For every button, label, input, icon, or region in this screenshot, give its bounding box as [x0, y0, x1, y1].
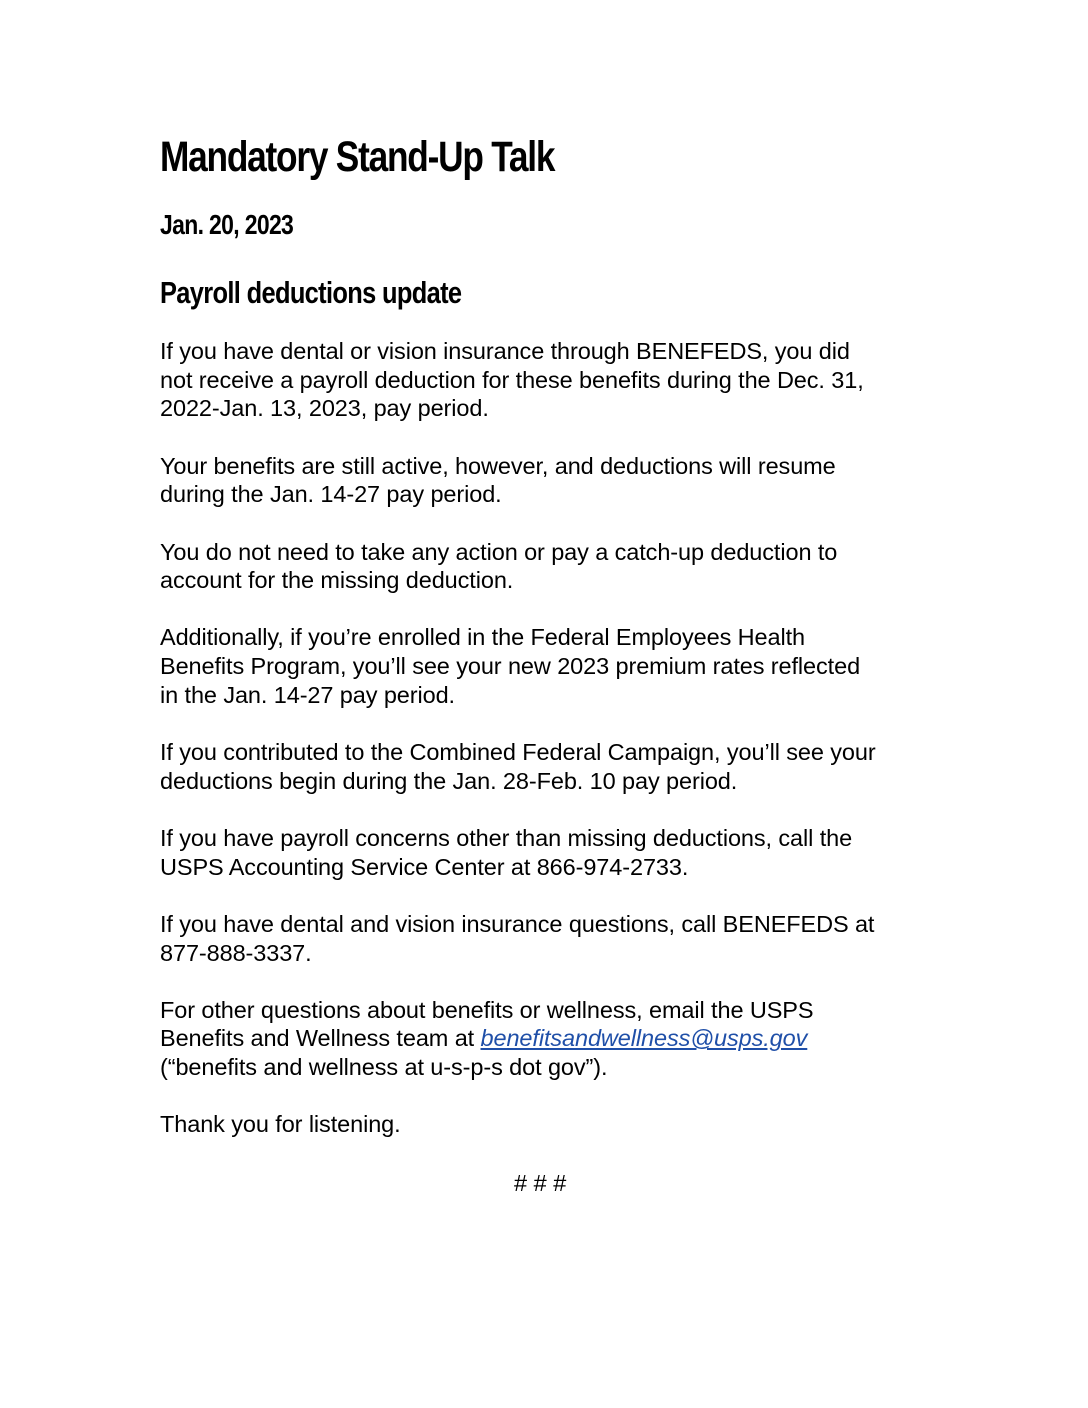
paragraph-line: 2022-Jan. 13, 2023, pay period. — [160, 395, 489, 422]
contact-line-prefix: Benefits and Wellness team at — [160, 1025, 481, 1052]
paragraph-benefits-active — [160, 452, 940, 509]
section-heading: Payroll deductions update — [160, 275, 462, 310]
paragraph-line: You do not need to take any action or pay a catch-up deduction to — [160, 538, 838, 565]
paragraph-benefits-wellness-contact — [160, 996, 940, 1082]
paragraph-line: Your benefits are still active, however, and deductions will resume — [160, 452, 836, 479]
document-body — [160, 337, 940, 1168]
paragraph-benefeds-missed-deduction — [160, 337, 940, 423]
paragraph-line — [160, 1024, 940, 1053]
paragraph-line: USPS Accounting Service Center at 866-974-2733. — [160, 853, 689, 880]
email-link[interactable]: benefitsandwellness@usps.gov — [480, 1025, 808, 1052]
paragraph-line: If you contributed to the Combined Federal Campaign, you’ll see your — [160, 739, 876, 766]
document-title: Mandatory Stand-Up Talk — [160, 133, 555, 181]
paragraph-line: If you have dental or vision insurance through BENEFEDS, you did — [160, 338, 850, 364]
document-date: Jan. 20, 2023 — [160, 209, 294, 240]
paragraph-payroll-concerns — [160, 824, 940, 881]
paragraph-line: account for the missing deduction. — [160, 567, 514, 594]
paragraph-line: Additionally, if you’re enrolled in the Federal Employees Health — [160, 624, 805, 651]
paragraph-line: For other questions about benefits or wellness, email the USPS — [160, 996, 814, 1023]
paragraph-line: Benefits Program, you’ll see your new 2023 premium rates reflected — [160, 653, 861, 680]
paragraph-line: during the Jan. 14-27 pay period. — [160, 481, 502, 508]
paragraph-line: Thank you for listening. — [160, 1111, 401, 1138]
paragraph-line: deductions begin during the Jan. 28-Feb. 10 pay period. — [160, 767, 738, 794]
end-mark: # # # — [514, 1170, 567, 1196]
paragraph-cfc-deductions — [160, 738, 940, 795]
paragraph-no-action-needed — [160, 538, 940, 595]
paragraph-dental-vision-questions — [160, 910, 940, 967]
paragraph-line: 877-888-3337. — [160, 939, 312, 966]
paragraph-line: If you have dental and vision insurance questions, call BENEFEDS at — [160, 910, 875, 937]
paragraph-line: in the Jan. 14-27 pay period. — [160, 681, 455, 708]
paragraph-fehb-rates — [160, 623, 940, 709]
paragraph-line: If you have payroll concerns other than missing deductions, call the — [160, 824, 853, 851]
paragraph-line: (“benefits and wellness at u-s-p-s dot gov”). — [160, 1054, 608, 1081]
paragraph-line: not receive a payroll deduction for these benefits during the Dec. 31, — [160, 366, 864, 393]
closing-text — [160, 1110, 940, 1139]
